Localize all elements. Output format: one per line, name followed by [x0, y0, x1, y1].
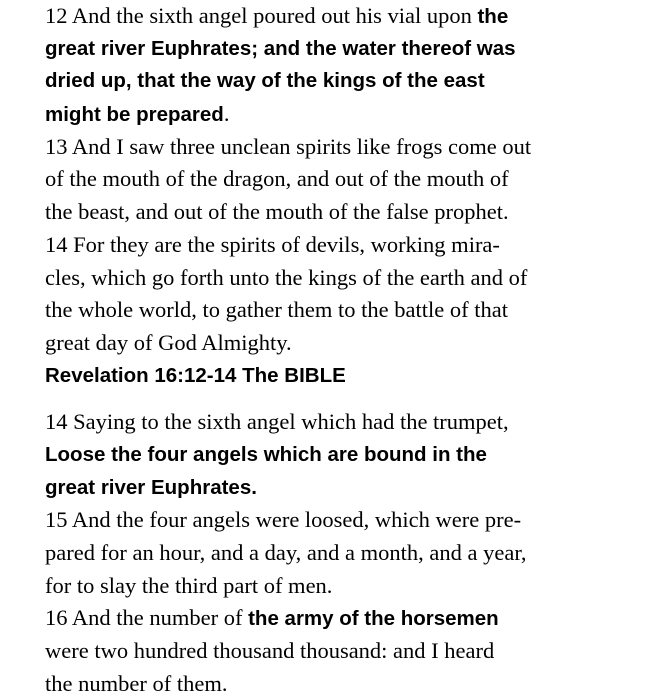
verse-line: cles, which go forth unto the kings of the earth and of [45, 264, 528, 290]
verse-line: the whole world, to gather them to the battle of that [45, 297, 508, 323]
verse-line [45, 602, 645, 635]
verse-line [45, 98, 645, 131]
paragraph-gap [45, 392, 645, 406]
verse-line [45, 0, 645, 33]
verse-text: . [223, 101, 230, 127]
scripture-reference: Revelation 16:12-14 The BIBLE [45, 363, 346, 387]
passage-revelation-16 [45, 0, 645, 392]
verse-emphasis: might be prepared [45, 103, 224, 127]
verse-text: 16 And the number of [45, 605, 249, 631]
verse-emphasis: the army of the horsemen [248, 607, 499, 631]
verse-line: 14 Saying to the sixth angel which had the trumpet, [45, 409, 509, 435]
verse-line: dried up, that the way of the kings of the east [45, 69, 485, 93]
verse-line: pared for an hour, and a day, and a month, and a year, [45, 540, 527, 565]
verse-line: 15 And the four angels were loosed, which were pre- [45, 507, 522, 533]
verse-line: for to slay the third part of men. [45, 572, 333, 598]
verse-line: great river Euphrates; and the water thereof was [45, 36, 516, 60]
verse-line: were two hundred thousand thousand: and I heard [45, 638, 495, 664]
passage-revelation-9 [45, 406, 645, 700]
verse-line: great day of God Almighty. [45, 329, 292, 355]
verse-line: Loose the four angels which are bound in the [45, 442, 487, 466]
verse-text: 12 And the sixth angel poured out his vial upon [45, 3, 478, 28]
verse-line: 13 And I saw three unclean spirits like frogs come out [45, 133, 532, 159]
scripture-text [45, 0, 645, 700]
verse-line: of the mouth of the dragon, and out of the mouth of [45, 166, 509, 192]
verse-emphasis: the [477, 5, 509, 28]
verse-line: great river Euphrates. [45, 475, 257, 499]
verse-line: 14 For they are the spirits of devils, working mira- [45, 231, 500, 257]
verse-line: the beast, and out of the mouth of the false prophet. [45, 199, 509, 225]
verse-line: the number of them. [45, 670, 228, 696]
